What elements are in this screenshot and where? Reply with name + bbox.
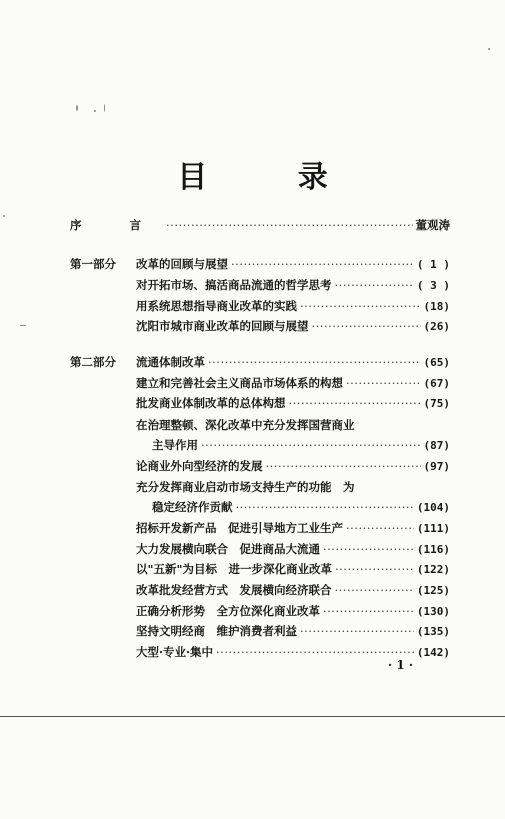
entry-page: (104)	[416, 501, 450, 514]
dot-leader	[335, 580, 414, 600]
entry-page: (65)	[423, 356, 450, 369]
entry-title: 用系统思想指导商业改革的实践	[136, 299, 297, 313]
dot-leader	[300, 296, 421, 316]
preface-author: 董观涛	[415, 218, 450, 232]
part-label: 第一部分	[70, 257, 116, 271]
preface-row	[70, 215, 450, 235]
entry-page: ( 1 )	[416, 258, 450, 271]
entry-page: (111)	[416, 522, 450, 535]
dot-leader	[231, 254, 414, 274]
entry-title: 在治理整顿、深化改革中充分发挥国营商业	[136, 418, 355, 432]
entry-title: 对开拓市场、搞活商品流通的哲学思考	[136, 278, 332, 292]
scan-speck	[488, 48, 490, 50]
dot-leader	[300, 621, 414, 641]
toc-row	[70, 316, 450, 336]
entry-page: (130)	[416, 605, 450, 618]
page-title: 目 录	[177, 160, 368, 195]
entry-title: 改革的回顾与展望	[136, 257, 228, 271]
toc-row	[70, 275, 450, 295]
entry-page: (142)	[416, 646, 450, 659]
scan-speck	[3, 215, 5, 217]
entry-page: (67)	[423, 377, 450, 390]
scan-speck	[20, 325, 26, 326]
entry-title: 流通体制改革	[136, 355, 205, 369]
entry-title: 建立和完善社会主义商品市场体系的构想	[136, 376, 343, 390]
dot-leader	[166, 215, 412, 235]
entry-page: (75)	[423, 397, 450, 410]
entry-title: 主导作用	[152, 438, 198, 452]
toc-row	[70, 559, 450, 579]
preface-label: 序 言	[70, 218, 164, 232]
entry-page: (135)	[416, 625, 450, 638]
toc-row	[70, 539, 450, 559]
entry-page: (116)	[416, 543, 450, 556]
toc-row	[70, 621, 450, 641]
toc-row	[70, 415, 450, 435]
dot-leader	[201, 435, 421, 455]
toc-row	[70, 435, 450, 455]
toc-row	[70, 254, 450, 274]
entry-title: 沈阳市城市商业改革的回顾与展望	[136, 319, 309, 333]
dot-leader	[335, 275, 414, 295]
scan-speck	[76, 105, 78, 111]
toc-row	[70, 477, 450, 497]
scan-speck	[104, 104, 105, 112]
dot-leader	[323, 601, 414, 621]
entry-title: 坚持文明经商 维护消费者利益	[136, 624, 297, 638]
entry-title: 充分发挥商业启动市场支持生产的功能 为	[136, 480, 355, 494]
toc-row	[70, 580, 450, 600]
entry-title: 稳定经济作贡献	[152, 500, 233, 514]
entry-title: 大型·专业·集中	[136, 645, 214, 659]
toc-row	[70, 518, 450, 538]
entry-title: 论商业外向型经济的发展	[136, 459, 263, 473]
entry-title: 改革批发经营方式 发展横向经济联合	[136, 583, 332, 597]
dot-leader	[312, 316, 421, 336]
toc-row	[70, 393, 450, 413]
dot-leader	[266, 456, 421, 476]
scan-speck	[94, 110, 96, 112]
dot-leader	[335, 559, 414, 579]
dot-leader	[236, 497, 414, 517]
entry-page: (87)	[423, 439, 450, 452]
page-edge-line	[0, 716, 505, 717]
dot-leader	[346, 373, 421, 393]
dot-leader	[216, 642, 414, 662]
entry-title: 批发商业体制改革的总体构想	[136, 396, 286, 410]
toc-row	[70, 373, 450, 393]
entry-page: (125)	[416, 584, 450, 597]
dot-leader	[346, 518, 414, 538]
toc-row	[70, 352, 450, 372]
page-number: · 1 ·	[388, 658, 414, 672]
toc-row	[70, 456, 450, 476]
entry-title: 大力发展横向联合 促进商品大流通	[136, 542, 320, 556]
dot-leader	[289, 393, 421, 413]
entry-title: 以"五新"为目标 进一步深化商业改革	[136, 562, 332, 576]
toc-row	[70, 296, 450, 316]
entry-page: (122)	[416, 563, 450, 576]
toc-row	[70, 601, 450, 621]
entry-page: (18)	[423, 300, 450, 313]
entry-page: (97)	[423, 460, 450, 473]
entry-title: 招标开发新产品 促进引导地方工业生产	[136, 521, 343, 535]
dot-leader	[323, 539, 414, 559]
part-label: 第二部分	[70, 355, 116, 369]
entry-title: 正确分析形势 全方位深化商业改革	[136, 604, 320, 618]
dot-leader	[208, 352, 421, 372]
toc-row	[70, 497, 450, 517]
entry-page: ( 3 )	[416, 279, 450, 292]
entry-page: (26)	[423, 320, 450, 333]
